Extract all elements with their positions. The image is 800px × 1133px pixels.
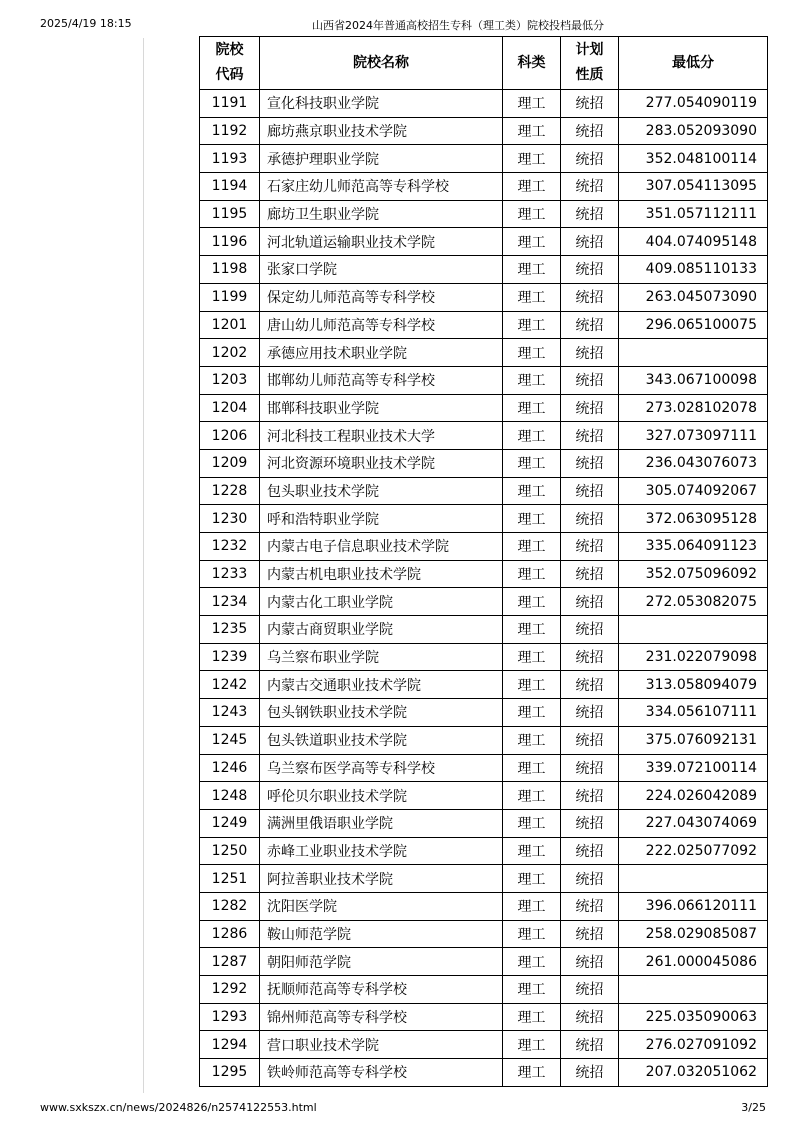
plan-nature-cell: 统招 bbox=[561, 200, 619, 228]
min-score-cell: 222.025077092 bbox=[619, 837, 768, 865]
school-name-cell: 铁岭师范高等专科学校 bbox=[260, 1059, 503, 1087]
subject-cell: 理工 bbox=[503, 117, 561, 145]
min-score-cell: 335.064091123 bbox=[619, 533, 768, 561]
min-score-cell: 409.085110133 bbox=[619, 256, 768, 284]
min-score-cell: 258.029085087 bbox=[619, 920, 768, 948]
page-number: 3/25 bbox=[741, 1101, 766, 1114]
school-name-cell: 内蒙古电子信息职业技术学院 bbox=[260, 533, 503, 561]
school-name-cell: 廊坊卫生职业学院 bbox=[260, 200, 503, 228]
min-score-cell: 404.074095148 bbox=[619, 228, 768, 256]
school-code-cell: 1251 bbox=[200, 865, 260, 893]
subject-cell: 理工 bbox=[503, 173, 561, 201]
table-row bbox=[200, 1003, 768, 1031]
school-name-cell: 石家庄幼儿师范高等专科学校 bbox=[260, 173, 503, 201]
plan-nature-cell: 统招 bbox=[561, 809, 619, 837]
school-code-cell: 1295 bbox=[200, 1059, 260, 1087]
school-code-cell: 1201 bbox=[200, 311, 260, 339]
school-name-cell: 包头钢铁职业技术学院 bbox=[260, 699, 503, 727]
admission-score-table bbox=[199, 36, 768, 1087]
table-row bbox=[200, 145, 768, 173]
school-name-cell: 内蒙古机电职业技术学院 bbox=[260, 560, 503, 588]
table-row bbox=[200, 366, 768, 394]
subject-cell: 理工 bbox=[503, 394, 561, 422]
table-row bbox=[200, 200, 768, 228]
table-row bbox=[200, 892, 768, 920]
subject-cell: 理工 bbox=[503, 1003, 561, 1031]
subject-cell: 理工 bbox=[503, 449, 561, 477]
school-code-cell: 1246 bbox=[200, 754, 260, 782]
min-score-cell: 273.028102078 bbox=[619, 394, 768, 422]
plan-nature-cell: 统招 bbox=[561, 422, 619, 450]
school-code-cell: 1199 bbox=[200, 283, 260, 311]
table-row bbox=[200, 588, 768, 616]
print-datetime: 2025/4/19 18:15 bbox=[40, 17, 132, 30]
subject-cell: 理工 bbox=[503, 1031, 561, 1059]
school-name-cell: 廊坊燕京职业技术学院 bbox=[260, 117, 503, 145]
plan-nature-cell: 统招 bbox=[561, 892, 619, 920]
table-row bbox=[200, 283, 768, 311]
school-code-cell: 1282 bbox=[200, 892, 260, 920]
subject-cell: 理工 bbox=[503, 90, 561, 118]
school-name-cell: 锦州师范高等专科学校 bbox=[260, 1003, 503, 1031]
min-score-cell: 313.058094079 bbox=[619, 671, 768, 699]
min-score-cell: 307.054113095 bbox=[619, 173, 768, 201]
school-name-cell: 朝阳师范学院 bbox=[260, 948, 503, 976]
plan-nature-cell: 统招 bbox=[561, 671, 619, 699]
table-row bbox=[200, 671, 768, 699]
min-score-cell: 372.063095128 bbox=[619, 505, 768, 533]
school-code-cell: 1191 bbox=[200, 90, 260, 118]
school-code-cell: 1248 bbox=[200, 782, 260, 810]
plan-nature-cell: 统招 bbox=[561, 145, 619, 173]
table-row bbox=[200, 616, 768, 644]
min-score-cell: 343.067100098 bbox=[619, 366, 768, 394]
min-score-cell: 352.075096092 bbox=[619, 560, 768, 588]
margin-divider bbox=[143, 38, 144, 1093]
school-name-cell: 邯郸科技职业学院 bbox=[260, 394, 503, 422]
plan-nature-cell: 统招 bbox=[561, 1059, 619, 1087]
plan-nature-cell: 统招 bbox=[561, 865, 619, 893]
header-school-code-line2: 代码 bbox=[215, 67, 244, 83]
table-row bbox=[200, 311, 768, 339]
school-code-cell: 1245 bbox=[200, 726, 260, 754]
plan-nature-cell: 统招 bbox=[561, 366, 619, 394]
table-row bbox=[200, 754, 768, 782]
plan-nature-cell: 统招 bbox=[561, 616, 619, 644]
min-score-cell bbox=[619, 976, 768, 1004]
table-row bbox=[200, 782, 768, 810]
table-row bbox=[200, 837, 768, 865]
subject-cell: 理工 bbox=[503, 477, 561, 505]
min-score-cell: 261.000045086 bbox=[619, 948, 768, 976]
subject-cell: 理工 bbox=[503, 366, 561, 394]
min-score-cell bbox=[619, 865, 768, 893]
plan-nature-cell: 统招 bbox=[561, 228, 619, 256]
school-name-cell: 呼和浩特职业学院 bbox=[260, 505, 503, 533]
plan-nature-cell: 统招 bbox=[561, 533, 619, 561]
table-row bbox=[200, 643, 768, 671]
header-plan-nature-line2: 性质 bbox=[575, 67, 604, 83]
school-name-cell: 乌兰察布职业学院 bbox=[260, 643, 503, 671]
school-code-cell: 1232 bbox=[200, 533, 260, 561]
plan-nature-cell: 统招 bbox=[561, 699, 619, 727]
header-school-code bbox=[200, 37, 260, 90]
school-name-cell: 内蒙古商贸职业学院 bbox=[260, 616, 503, 644]
print-footer bbox=[40, 1101, 766, 1115]
school-code-cell: 1198 bbox=[200, 256, 260, 284]
subject-cell: 理工 bbox=[503, 505, 561, 533]
min-score-cell: 231.022079098 bbox=[619, 643, 768, 671]
min-score-cell: 225.035090063 bbox=[619, 1003, 768, 1031]
school-code-cell: 1235 bbox=[200, 616, 260, 644]
school-code-cell: 1294 bbox=[200, 1031, 260, 1059]
school-code-cell: 1234 bbox=[200, 588, 260, 616]
subject-cell: 理工 bbox=[503, 422, 561, 450]
subject-cell: 理工 bbox=[503, 643, 561, 671]
school-name-cell: 鞍山师范学院 bbox=[260, 920, 503, 948]
plan-nature-cell: 统招 bbox=[561, 920, 619, 948]
table-row bbox=[200, 809, 768, 837]
school-code-cell: 1293 bbox=[200, 1003, 260, 1031]
school-name-cell: 承德护理职业学院 bbox=[260, 145, 503, 173]
subject-cell: 理工 bbox=[503, 588, 561, 616]
min-score-cell: 283.052093090 bbox=[619, 117, 768, 145]
school-code-cell: 1233 bbox=[200, 560, 260, 588]
min-score-cell bbox=[619, 339, 768, 367]
min-score-cell: 227.043074069 bbox=[619, 809, 768, 837]
min-score-cell: 207.032051062 bbox=[619, 1059, 768, 1087]
school-code-cell: 1292 bbox=[200, 976, 260, 1004]
plan-nature-cell: 统招 bbox=[561, 1003, 619, 1031]
header-plan-nature bbox=[561, 37, 619, 90]
subject-cell: 理工 bbox=[503, 837, 561, 865]
header-school-code-line1: 院校 bbox=[215, 42, 244, 58]
plan-nature-cell: 统招 bbox=[561, 976, 619, 1004]
school-name-cell: 承德应用技术职业学院 bbox=[260, 339, 503, 367]
min-score-cell: 224.026042089 bbox=[619, 782, 768, 810]
table-row bbox=[200, 1031, 768, 1059]
plan-nature-cell: 统招 bbox=[561, 837, 619, 865]
school-code-cell: 1228 bbox=[200, 477, 260, 505]
min-score-cell: 276.027091092 bbox=[619, 1031, 768, 1059]
subject-cell: 理工 bbox=[503, 809, 561, 837]
school-code-cell: 1202 bbox=[200, 339, 260, 367]
school-name-cell: 赤峰工业职业技术学院 bbox=[260, 837, 503, 865]
min-score-cell: 263.045073090 bbox=[619, 283, 768, 311]
table-row bbox=[200, 533, 768, 561]
school-code-cell: 1196 bbox=[200, 228, 260, 256]
plan-nature-cell: 统招 bbox=[561, 754, 619, 782]
school-name-cell: 抚顺师范高等专科学校 bbox=[260, 976, 503, 1004]
min-score-cell: 327.073097111 bbox=[619, 422, 768, 450]
plan-nature-cell: 统招 bbox=[561, 782, 619, 810]
subject-cell: 理工 bbox=[503, 920, 561, 948]
school-name-cell: 宣化科技职业学院 bbox=[260, 90, 503, 118]
school-code-cell: 1249 bbox=[200, 809, 260, 837]
table-row bbox=[200, 1059, 768, 1087]
table-row bbox=[200, 560, 768, 588]
table-row bbox=[200, 256, 768, 284]
table-row bbox=[200, 477, 768, 505]
min-score-cell: 296.065100075 bbox=[619, 311, 768, 339]
table-row bbox=[200, 449, 768, 477]
min-score-cell: 351.057112111 bbox=[619, 200, 768, 228]
subject-cell: 理工 bbox=[503, 283, 561, 311]
school-name-cell: 河北科技工程职业技术大学 bbox=[260, 422, 503, 450]
subject-cell: 理工 bbox=[503, 533, 561, 561]
school-name-cell: 邯郸幼儿师范高等专科学校 bbox=[260, 366, 503, 394]
subject-cell: 理工 bbox=[503, 228, 561, 256]
plan-nature-cell: 统招 bbox=[561, 726, 619, 754]
subject-cell: 理工 bbox=[503, 311, 561, 339]
plan-nature-cell: 统招 bbox=[561, 311, 619, 339]
document-title: 山西省2024年普通高校招生专科（理工类）院校投档最低分 bbox=[312, 19, 604, 32]
table-row bbox=[200, 920, 768, 948]
plan-nature-cell: 统招 bbox=[561, 339, 619, 367]
header-school-name: 院校名称 bbox=[260, 37, 503, 90]
school-name-cell: 保定幼儿师范高等专科学校 bbox=[260, 283, 503, 311]
print-header bbox=[40, 17, 770, 31]
school-name-cell: 张家口学院 bbox=[260, 256, 503, 284]
plan-nature-cell: 统招 bbox=[561, 449, 619, 477]
header-plan-nature-line1: 计划 bbox=[575, 42, 604, 58]
school-name-cell: 沈阳医学院 bbox=[260, 892, 503, 920]
subject-cell: 理工 bbox=[503, 671, 561, 699]
plan-nature-cell: 统招 bbox=[561, 643, 619, 671]
school-name-cell: 乌兰察布医学高等专科学校 bbox=[260, 754, 503, 782]
plan-nature-cell: 统招 bbox=[561, 394, 619, 422]
plan-nature-cell: 统招 bbox=[561, 505, 619, 533]
subject-cell: 理工 bbox=[503, 616, 561, 644]
subject-cell: 理工 bbox=[503, 754, 561, 782]
min-score-cell: 396.066120111 bbox=[619, 892, 768, 920]
subject-cell: 理工 bbox=[503, 782, 561, 810]
table-row bbox=[200, 699, 768, 727]
school-name-cell: 唐山幼儿师范高等专科学校 bbox=[260, 311, 503, 339]
table-row bbox=[200, 339, 768, 367]
school-code-cell: 1287 bbox=[200, 948, 260, 976]
header-subject: 科类 bbox=[503, 37, 561, 90]
plan-nature-cell: 统招 bbox=[561, 256, 619, 284]
school-name-cell: 包头职业技术学院 bbox=[260, 477, 503, 505]
table-row bbox=[200, 948, 768, 976]
min-score-cell bbox=[619, 616, 768, 644]
plan-nature-cell: 统招 bbox=[561, 588, 619, 616]
school-code-cell: 1239 bbox=[200, 643, 260, 671]
header-min-score: 最低分 bbox=[619, 37, 768, 90]
min-score-cell: 277.054090119 bbox=[619, 90, 768, 118]
school-code-cell: 1209 bbox=[200, 449, 260, 477]
school-code-cell: 1242 bbox=[200, 671, 260, 699]
subject-cell: 理工 bbox=[503, 865, 561, 893]
table-row bbox=[200, 173, 768, 201]
subject-cell: 理工 bbox=[503, 560, 561, 588]
school-name-cell: 包头铁道职业技术学院 bbox=[260, 726, 503, 754]
school-name-cell: 内蒙古化工职业学院 bbox=[260, 588, 503, 616]
school-name-cell: 河北轨道运输职业技术学院 bbox=[260, 228, 503, 256]
table-row bbox=[200, 505, 768, 533]
table-row bbox=[200, 726, 768, 754]
school-name-cell: 内蒙古交通职业技术学院 bbox=[260, 671, 503, 699]
min-score-cell: 236.043076073 bbox=[619, 449, 768, 477]
subject-cell: 理工 bbox=[503, 200, 561, 228]
table-header-row bbox=[200, 37, 768, 90]
school-code-cell: 1193 bbox=[200, 145, 260, 173]
school-name-cell: 阿拉善职业技术学院 bbox=[260, 865, 503, 893]
table-row bbox=[200, 117, 768, 145]
subject-cell: 理工 bbox=[503, 726, 561, 754]
table-row bbox=[200, 865, 768, 893]
plan-nature-cell: 统招 bbox=[561, 173, 619, 201]
plan-nature-cell: 统招 bbox=[561, 948, 619, 976]
plan-nature-cell: 统招 bbox=[561, 283, 619, 311]
table-row bbox=[200, 394, 768, 422]
subject-cell: 理工 bbox=[503, 948, 561, 976]
min-score-cell: 375.076092131 bbox=[619, 726, 768, 754]
min-score-cell: 305.074092067 bbox=[619, 477, 768, 505]
school-code-cell: 1192 bbox=[200, 117, 260, 145]
school-code-cell: 1286 bbox=[200, 920, 260, 948]
min-score-cell: 352.048100114 bbox=[619, 145, 768, 173]
table-body bbox=[200, 90, 768, 1087]
table-row bbox=[200, 228, 768, 256]
school-code-cell: 1230 bbox=[200, 505, 260, 533]
plan-nature-cell: 统招 bbox=[561, 1031, 619, 1059]
min-score-cell: 334.056107111 bbox=[619, 699, 768, 727]
school-name-cell: 满洲里俄语职业学院 bbox=[260, 809, 503, 837]
table-row bbox=[200, 422, 768, 450]
plan-nature-cell: 统招 bbox=[561, 477, 619, 505]
school-code-cell: 1243 bbox=[200, 699, 260, 727]
school-code-cell: 1250 bbox=[200, 837, 260, 865]
school-code-cell: 1204 bbox=[200, 394, 260, 422]
school-name-cell: 河北资源环境职业技术学院 bbox=[260, 449, 503, 477]
school-code-cell: 1195 bbox=[200, 200, 260, 228]
page-url: www.sxkszx.cn/news/2024826/n2574122553.html bbox=[40, 1101, 317, 1114]
school-name-cell: 呼伦贝尔职业技术学院 bbox=[260, 782, 503, 810]
plan-nature-cell: 统招 bbox=[561, 90, 619, 118]
subject-cell: 理工 bbox=[503, 1059, 561, 1087]
subject-cell: 理工 bbox=[503, 339, 561, 367]
plan-nature-cell: 统招 bbox=[561, 117, 619, 145]
plan-nature-cell: 统招 bbox=[561, 560, 619, 588]
subject-cell: 理工 bbox=[503, 699, 561, 727]
school-code-cell: 1194 bbox=[200, 173, 260, 201]
subject-cell: 理工 bbox=[503, 256, 561, 284]
school-name-cell: 营口职业技术学院 bbox=[260, 1031, 503, 1059]
min-score-cell: 339.072100114 bbox=[619, 754, 768, 782]
min-score-cell: 272.053082075 bbox=[619, 588, 768, 616]
school-code-cell: 1206 bbox=[200, 422, 260, 450]
school-code-cell: 1203 bbox=[200, 366, 260, 394]
table-row bbox=[200, 90, 768, 118]
subject-cell: 理工 bbox=[503, 892, 561, 920]
subject-cell: 理工 bbox=[503, 976, 561, 1004]
subject-cell: 理工 bbox=[503, 145, 561, 173]
table-row bbox=[200, 976, 768, 1004]
